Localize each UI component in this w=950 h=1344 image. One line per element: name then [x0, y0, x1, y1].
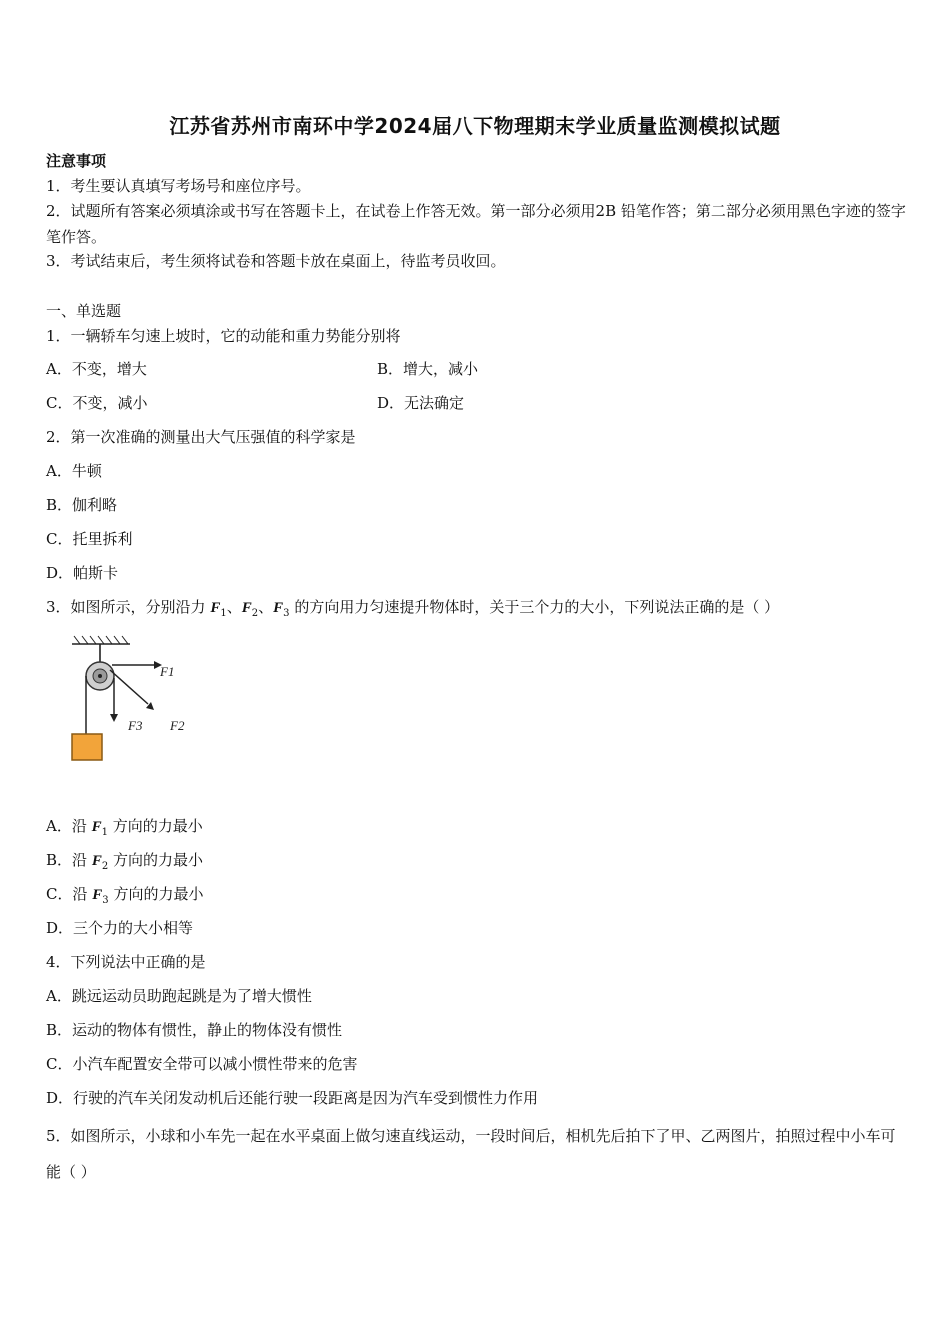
- q3-option-post: 方向的力最小: [113, 885, 204, 903]
- q4-option-b: B．运动的物体有惯性，静止的物体没有惯性: [46, 1021, 343, 1039]
- q4-stem: 4．下列说法中正确的是: [46, 953, 206, 971]
- notice-item-1: 1．考生要认真填写考场号和座位序号。: [46, 177, 311, 195]
- q3-option-a: [46, 815, 203, 844]
- q3-force-symbol: F: [91, 853, 102, 869]
- q3-sub: 2: [101, 861, 109, 872]
- q1-option-b: B．增大，减小: [377, 360, 479, 378]
- page-title: 江苏省苏州市南环中学2024届八下物理期末学业质量监测模拟试题: [169, 114, 781, 138]
- q3-sub: 1: [101, 827, 109, 838]
- q4-option-c: C．小汽车配置安全带可以减小惯性带来的危害: [46, 1055, 358, 1073]
- q3-force-symbol: F: [273, 600, 284, 616]
- q2-option-a: A．牛顿: [46, 462, 102, 480]
- force-f2-arrow: [110, 670, 148, 704]
- q3-force-symbol: F: [241, 600, 252, 616]
- q3-sub-2: 2: [251, 608, 259, 619]
- q4-option-a: A．跳远运动员助跑起跳是为了增大惯性: [46, 987, 312, 1005]
- q3-sep-1: 、: [226, 598, 242, 616]
- force-f3-arrowhead: [110, 714, 118, 722]
- q3-sub-1: 1: [220, 608, 227, 619]
- notice-heading: 注意事项: [46, 152, 107, 170]
- q3-option-c-pre: C．沿: [46, 885, 88, 903]
- q2-option-c: C．托里拆利: [46, 530, 133, 548]
- q1-option-d: D．无法确定: [377, 394, 465, 412]
- pulley-axle: [98, 674, 102, 678]
- label-f1: F1: [160, 664, 175, 679]
- q3-force-symbol: F: [91, 819, 102, 835]
- q3-stem: [46, 596, 779, 625]
- q3-stem-pre: 3．如图所示，分别沿力: [46, 598, 206, 616]
- q3-sub-3: 3: [283, 608, 290, 619]
- q3-option-post: 方向的力最小: [112, 817, 203, 835]
- label-f3: F3: [128, 718, 143, 733]
- ceiling-hatch: [74, 636, 128, 644]
- q3-option-post: 方向的力最小: [112, 851, 203, 869]
- q3-option-a-pre: A．沿: [46, 817, 87, 835]
- q3-force-symbol: F: [92, 887, 103, 903]
- q3-sep-2: 、: [258, 598, 274, 616]
- q5-stem: 5．如图所示，小球和小车先一起在水平桌面上做匀速直线运动，一段时间后，相机先后拍下了甲、乙两图片，拍照过程中小车可能（ ）: [46, 1127, 896, 1181]
- block: [72, 734, 102, 760]
- q3-option-d: D．三个力的大小相等: [46, 919, 194, 937]
- q4-option-d: D．行驶的汽车关闭发动机后还能行驶一段距离是因为汽车受到惯性力作用: [46, 1089, 539, 1107]
- q1-option-a: A．不变，增大: [46, 360, 147, 378]
- q3-option-c: [46, 883, 203, 912]
- q2-option-b: B．伽利略: [46, 496, 118, 514]
- notice-item-2: 2．试题所有答案必须填涂或书写在答题卡上，在试卷上作答无效。第一部分必须用2B 铅笔作答；第二部分必须用黑色字迹的签字笔作答。: [46, 202, 906, 246]
- q3-force-symbol: F: [210, 600, 221, 616]
- q2-option-d: D．帕斯卡: [46, 564, 119, 582]
- section-heading: 一、单选题: [46, 302, 122, 320]
- q3-sub: 3: [102, 895, 109, 906]
- q1-option-c: C．不变，减小: [46, 394, 148, 412]
- q3-option-b-pre: B．沿: [46, 851, 88, 869]
- notice-item-3: 3．考试结束后，考生须将试卷和答题卡放在桌面上，待监考员收回。: [46, 252, 506, 270]
- q3-stem-post: 的方向用力匀速提升物体时，关于三个力的大小，下列说法正确的是（ ）: [294, 598, 780, 616]
- q3-option-b: [46, 849, 203, 878]
- q1-stem: 1．一辆轿车匀速上坡时，它的动能和重力势能分别将: [46, 327, 401, 345]
- q2-stem: 2．第一次准确的测量出大气压强值的科学家是: [46, 428, 356, 446]
- pulley-figure: [66, 634, 206, 766]
- label-f2: F2: [170, 718, 185, 733]
